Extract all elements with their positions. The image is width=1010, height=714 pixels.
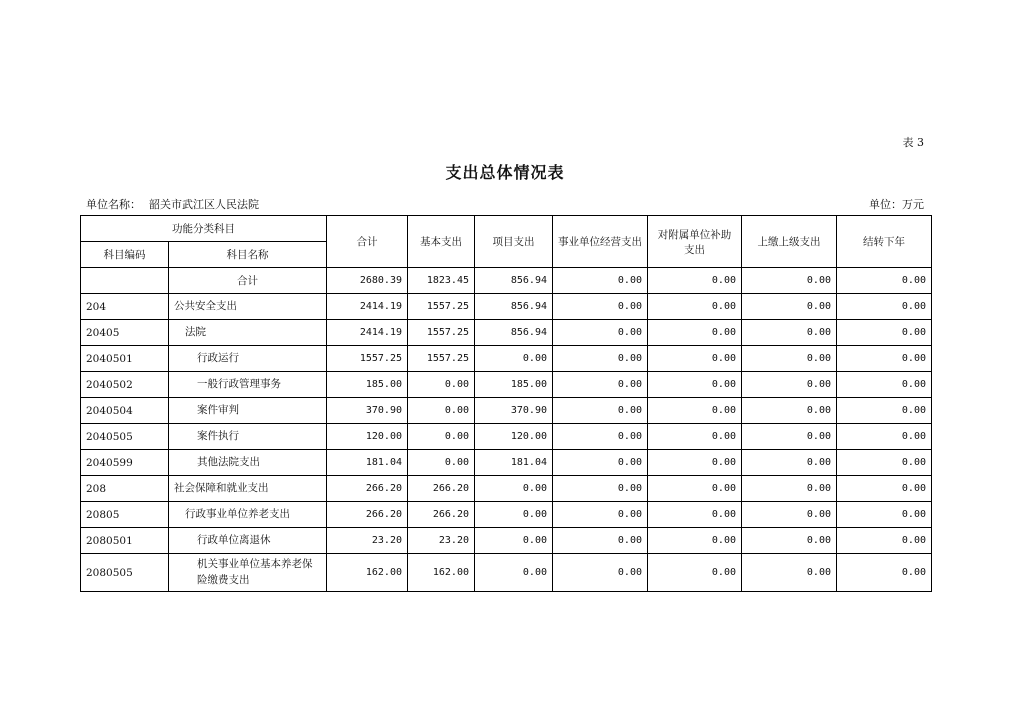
amount-cell: 0.00 (837, 554, 932, 592)
amount-cell: 181.04 (327, 450, 408, 476)
subject-code: 20405 (81, 320, 169, 346)
amount-cell: 0.00 (648, 424, 742, 450)
subject-name: 行政事业单位养老支出 (169, 502, 327, 528)
amount-cell: 0.00 (648, 294, 742, 320)
amount-cell: 856.94 (475, 294, 553, 320)
amount-cell: 0.00 (742, 502, 837, 528)
amount-cell: 162.00 (408, 554, 475, 592)
header-subject-code: 科目编码 (81, 242, 169, 268)
amount-cell: 2414.19 (327, 320, 408, 346)
amount-cell: 0.00 (553, 502, 648, 528)
subject-name: 案件执行 (169, 424, 327, 450)
subject-code: 208 (81, 476, 169, 502)
subject-name: 公共安全支出 (169, 294, 327, 320)
header-carryover: 结转下年 (837, 216, 932, 268)
amount-cell: 0.00 (742, 398, 837, 424)
amount-cell: 370.90 (327, 398, 408, 424)
amount-cell: 0.00 (742, 554, 837, 592)
amount-cell: 0.00 (648, 476, 742, 502)
amount-cell: 0.00 (742, 476, 837, 502)
amount-cell: 0.00 (648, 502, 742, 528)
subject-code: 204 (81, 294, 169, 320)
amount-cell: 0.00 (408, 398, 475, 424)
header-project: 项目支出 (475, 216, 553, 268)
table-row (81, 528, 932, 554)
amount-cell: 0.00 (475, 476, 553, 502)
header-business: 事业单位经营支出 (553, 216, 648, 268)
amount-cell: 1557.25 (327, 346, 408, 372)
amount-cell: 266.20 (408, 476, 475, 502)
amount-cell: 0.00 (837, 346, 932, 372)
total-value: 0.00 (648, 268, 742, 294)
header-function-category: 功能分类科目 (81, 216, 327, 242)
subject-code: 2040501 (81, 346, 169, 372)
total-code-cell (81, 268, 169, 294)
total-value: 0.00 (742, 268, 837, 294)
amount-cell: 23.20 (327, 528, 408, 554)
table-row (81, 554, 932, 592)
subject-name: 机关事业单位基本养老保险缴费支出 (169, 554, 327, 592)
table-row (81, 294, 932, 320)
amount-cell: 120.00 (327, 424, 408, 450)
header-basic: 基本支出 (408, 216, 475, 268)
amount-cell: 2414.19 (327, 294, 408, 320)
amount-cell: 0.00 (837, 528, 932, 554)
subject-code: 2040505 (81, 424, 169, 450)
amount-cell: 0.00 (553, 320, 648, 346)
amount-cell: 266.20 (408, 502, 475, 528)
amount-cell: 1557.25 (408, 294, 475, 320)
amount-cell: 185.00 (475, 372, 553, 398)
amount-cell: 0.00 (742, 424, 837, 450)
subject-name: 其他法院支出 (169, 450, 327, 476)
table-row (81, 346, 932, 372)
table-body (81, 268, 932, 592)
amount-cell: 0.00 (742, 294, 837, 320)
header-total: 合计 (327, 216, 408, 268)
amount-cell: 1557.25 (408, 346, 475, 372)
amount-cell: 181.04 (475, 450, 553, 476)
amount-cell: 0.00 (837, 398, 932, 424)
amount-cell: 162.00 (327, 554, 408, 592)
table-row (81, 476, 932, 502)
amount-cell: 0.00 (553, 346, 648, 372)
amount-cell: 0.00 (648, 450, 742, 476)
header-superior: 上缴上级支出 (742, 216, 837, 268)
amount-cell: 0.00 (408, 450, 475, 476)
expenditure-table (80, 215, 932, 592)
subject-code: 2080505 (81, 554, 169, 592)
amount-cell: 0.00 (475, 528, 553, 554)
subject-code: 2040504 (81, 398, 169, 424)
subject-code: 2040502 (81, 372, 169, 398)
subject-name: 案件审判 (169, 398, 327, 424)
amount-cell: 0.00 (742, 320, 837, 346)
amount-cell: 0.00 (475, 346, 553, 372)
amount-cell: 370.90 (475, 398, 553, 424)
amount-cell: 0.00 (837, 476, 932, 502)
amount-cell: 856.94 (475, 320, 553, 346)
subject-name: 一般行政管理事务 (169, 372, 327, 398)
unit-name-value: 韶关市武江区人民法院 (149, 198, 259, 211)
total-value: 2680.39 (327, 268, 408, 294)
amount-cell: 0.00 (553, 294, 648, 320)
subject-name: 行政单位离退休 (169, 528, 327, 554)
amount-cell: 0.00 (553, 450, 648, 476)
amount-cell: 0.00 (553, 554, 648, 592)
subject-name: 行政运行 (169, 346, 327, 372)
amount-cell: 0.00 (553, 424, 648, 450)
page-title: 支出总体情况表 (445, 163, 565, 182)
table-row (81, 424, 932, 450)
amount-cell: 0.00 (475, 554, 553, 592)
total-value: 0.00 (837, 268, 932, 294)
amount-cell: 0.00 (648, 320, 742, 346)
amount-cell: 0.00 (742, 528, 837, 554)
unit-name-label: 单位名称： (86, 198, 141, 211)
amount-cell: 0.00 (648, 554, 742, 592)
amount-cell: 0.00 (837, 502, 932, 528)
unit-name-line (86, 196, 259, 212)
table-row (81, 450, 932, 476)
header-subject-name: 科目名称 (169, 242, 327, 268)
amount-cell: 1557.25 (408, 320, 475, 346)
amount-cell: 0.00 (648, 398, 742, 424)
amount-cell: 0.00 (475, 502, 553, 528)
amount-cell: 0.00 (553, 372, 648, 398)
total-label: 合计 (169, 268, 327, 294)
amount-cell: 0.00 (553, 476, 648, 502)
total-value: 0.00 (553, 268, 648, 294)
table-row (81, 372, 932, 398)
subject-name: 法院 (169, 320, 327, 346)
total-value: 856.94 (475, 268, 553, 294)
amount-cell: 0.00 (837, 320, 932, 346)
amount-cell: 0.00 (553, 398, 648, 424)
subject-code: 20805 (81, 502, 169, 528)
table-row (81, 398, 932, 424)
amount-cell: 0.00 (742, 372, 837, 398)
total-value: 1823.45 (408, 268, 475, 294)
amount-cell: 266.20 (327, 502, 408, 528)
amount-cell: 0.00 (408, 372, 475, 398)
subject-code: 2080501 (81, 528, 169, 554)
amount-cell: 0.00 (408, 424, 475, 450)
table-header (81, 216, 932, 268)
amount-cell: 0.00 (742, 346, 837, 372)
table-row (81, 320, 932, 346)
amount-cell: 0.00 (553, 528, 648, 554)
amount-cell: 0.00 (837, 372, 932, 398)
amount-cell: 0.00 (648, 528, 742, 554)
table-number: 表 3 (902, 136, 924, 149)
amount-cell: 0.00 (837, 450, 932, 476)
table-row (81, 502, 932, 528)
amount-cell: 185.00 (327, 372, 408, 398)
header-subsidy: 对附属单位补助支出 (648, 216, 742, 268)
amount-cell: 266.20 (327, 476, 408, 502)
amount-cell: 0.00 (648, 346, 742, 372)
subject-code: 2040599 (81, 450, 169, 476)
amount-cell: 0.00 (837, 294, 932, 320)
amount-cell: 23.20 (408, 528, 475, 554)
amount-cell: 120.00 (475, 424, 553, 450)
amount-cell: 0.00 (648, 372, 742, 398)
subject-name: 社会保障和就业支出 (169, 476, 327, 502)
amount-cell: 0.00 (837, 424, 932, 450)
total-row (81, 268, 932, 294)
currency-unit: 单位：万元 (869, 198, 924, 211)
amount-cell: 0.00 (742, 450, 837, 476)
